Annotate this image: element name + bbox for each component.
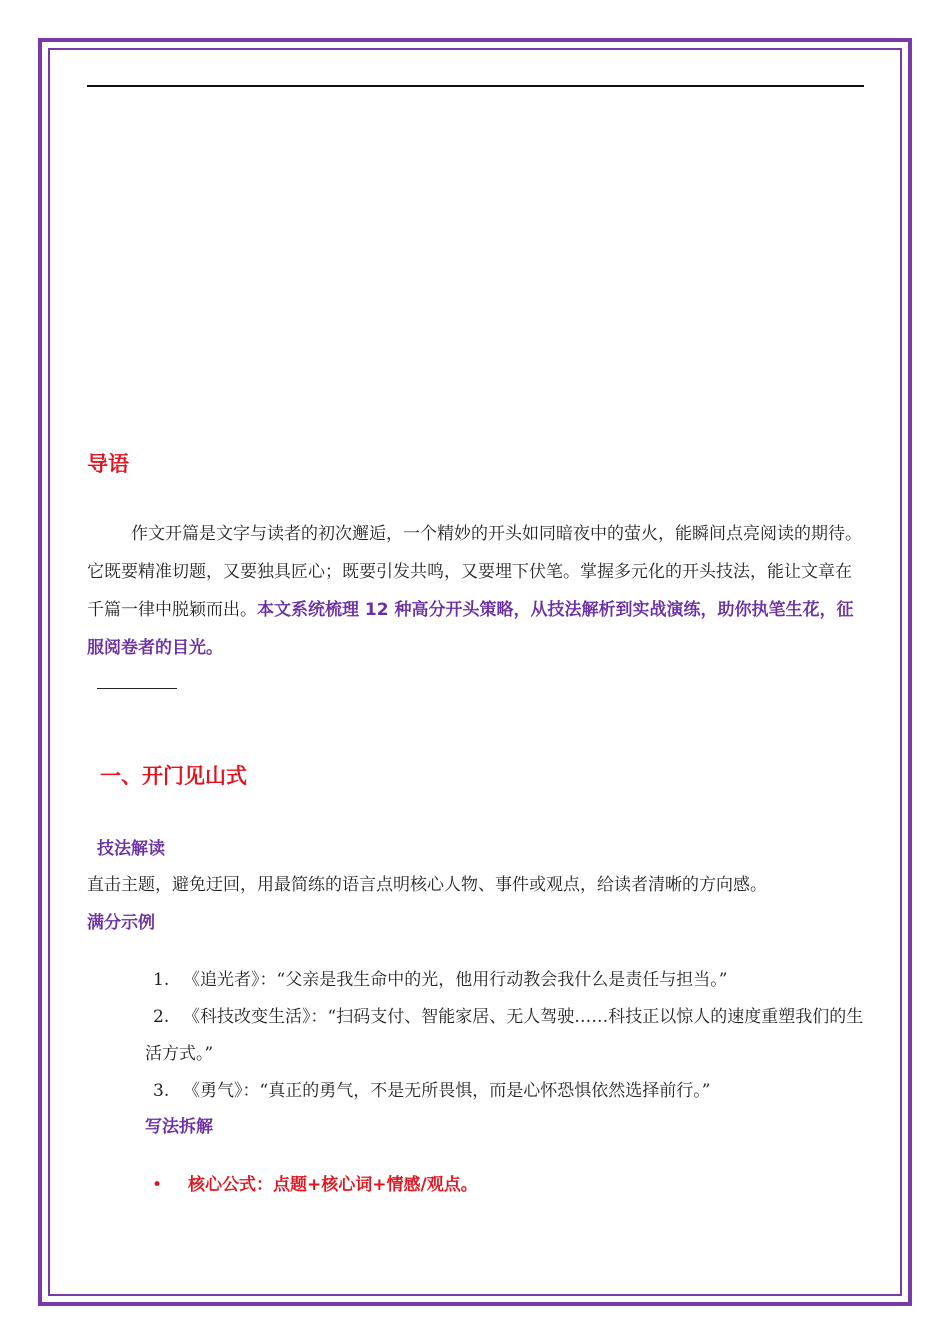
example-item: [145, 962, 865, 999]
examples-label: 满分示例: [87, 913, 155, 933]
separator-rule: [97, 688, 177, 689]
intro-emphasis: 本文系统梳理 12 种高分开头策略，从技法解析到实战演练，助你执笔生花，征服阅卷者的目光。: [87, 600, 854, 658]
bullet-marker: •: [152, 1175, 163, 1195]
example-item: [145, 999, 865, 1073]
example-number: 3.: [153, 1081, 170, 1101]
technique-label: 技法解读: [97, 839, 165, 859]
header-rule: [87, 85, 864, 87]
intro-heading: 导语: [87, 452, 129, 476]
examples-list: [145, 962, 865, 1110]
example-item: [145, 1073, 865, 1110]
breakdown-label: 写法拆解: [145, 1117, 213, 1137]
example-number: 2.: [153, 1007, 170, 1027]
formula-text: 核心公式：点题+核心词+情感/观点。: [188, 1175, 478, 1195]
example-number: 1.: [153, 970, 170, 990]
formula-bullet: [152, 1170, 478, 1195]
technique-text: 直击主题，避免迂回，用最简练的语言点明核心人物、事件或观点，给读者清晰的方向感。: [87, 875, 767, 895]
section-heading: 一、开门见山式: [100, 764, 247, 788]
intro-text: 作文开篇是文字与读者的初次邂逅，一个精妙的开头如同暗夜中的萤火，能瞬间点亮阅读的期待。它既要精准切题，又要独具匠心；既要引发共鸣，又要埋下伏笔。掌握多元化的开头技法，能让文章在千篇一律中脱颖而出。: [87, 524, 862, 620]
example-text: 《勇气》：“真正的勇气，不是无所畏惧，而是心怀恐惧依然选择前行。”: [183, 1081, 711, 1101]
example-text: 《科技改变生活》：“扫码支付、智能家居、无人驾驶……科技正以惊人的速度重塑我们的生活方式。”: [145, 1007, 864, 1064]
example-text: 《追光者》：“父亲是我生命中的光，他用行动教会我什么是责任与担当。”: [183, 970, 728, 990]
intro-paragraph: [87, 515, 862, 667]
